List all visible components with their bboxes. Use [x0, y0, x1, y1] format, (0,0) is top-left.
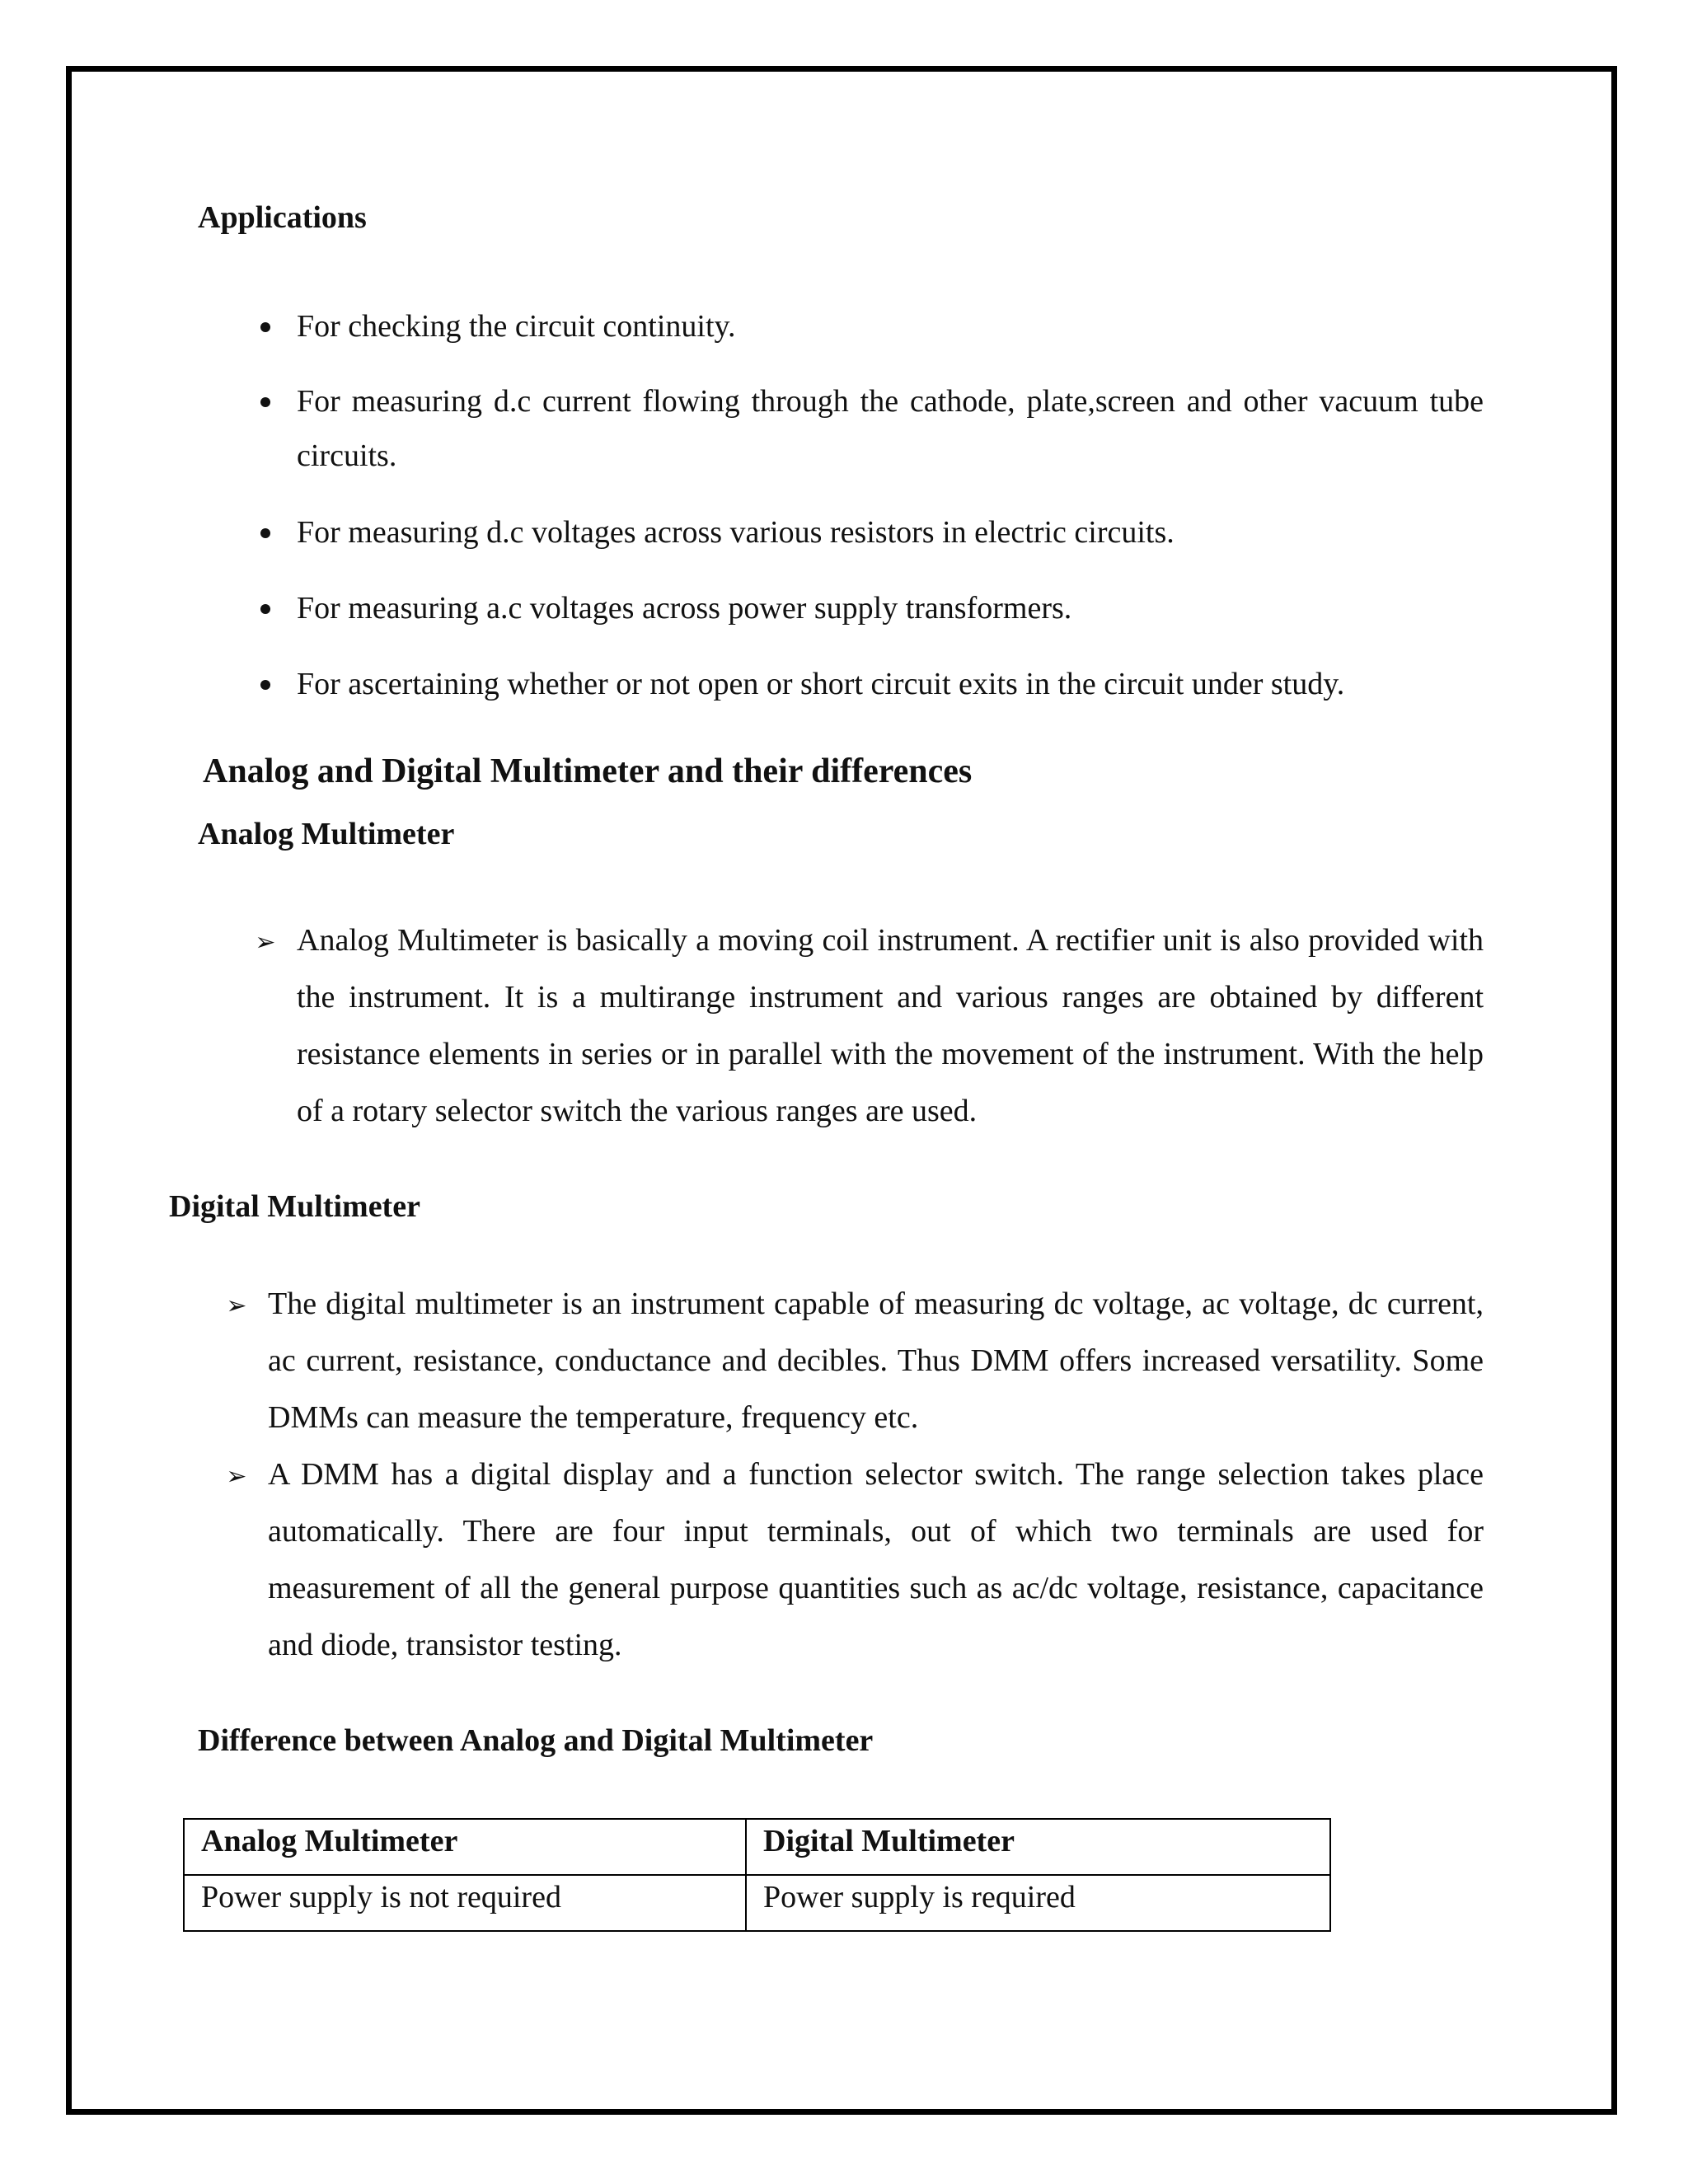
bullet-dot-icon	[249, 656, 282, 713]
bullet-dot-icon	[249, 298, 282, 355]
list-item: For checking the circuit continuity.	[297, 298, 1484, 355]
applications-heading: Applications	[198, 200, 367, 235]
arrowhead-bullet-icon: ➢	[255, 928, 276, 957]
bullet-dot-icon	[249, 580, 282, 637]
table-cell: Power supply is required	[746, 1875, 1330, 1931]
bullet-dot-icon	[249, 504, 282, 561]
digital-heading: Digital Multimeter	[169, 1189, 420, 1224]
list-item: ➢ Analog Multimeter is basically a moving coil instrument. A rectifier unit is also provided with the instrument. It is a multirange instrument and various ranges are obtained by different resistance elements in series or in parallel with the movement of the instrument. With the help of a rotary selector switch the various ranges are used.	[297, 912, 1484, 1140]
table-cell: Power supply is not required	[184, 1875, 746, 1931]
arrowhead-bullet-icon: ➢	[226, 1462, 247, 1491]
table-header-cell: Digital Multimeter	[746, 1819, 1330, 1875]
difference-table	[183, 1818, 1331, 1932]
list-item: ➢ The digital multimeter is an instrument capable of measuring dc voltage, ac voltage, dc current, ac current, resistance, conductance and decibles. Thus DMM offers increased versatility. Some DMMs can measure the temperature, frequency etc.	[268, 1276, 1484, 1446]
list-item: For measuring a.c voltages across power supply transformers.	[297, 580, 1484, 637]
bullet-dot-icon	[249, 374, 282, 429]
list-item: For ascertaining whether or not open or short circuit exits in the circuit under study.	[297, 656, 1484, 713]
table-header-cell: Analog Multimeter	[184, 1819, 746, 1875]
arrowhead-bullet-icon: ➢	[226, 1291, 247, 1320]
section-title: Analog and Digital Multimeter and their differences	[203, 752, 973, 790]
analog-heading: Analog Multimeter	[198, 817, 455, 851]
difference-heading: Difference between Analog and Digital Multimeter	[198, 1723, 874, 1758]
list-item: For measuring d.c voltages across various resistors in electric circuits.	[297, 504, 1484, 561]
table-header-row	[184, 1819, 1330, 1875]
list-item: ➢ A DMM has a digital display and a function selector switch. The range selection takes place automatically. There are four input terminals, out of which two terminals are used for measurement of all the general purpose quantities such as ac/dc voltage, resistance, capacitance and diode, transistor testing.	[268, 1446, 1484, 1674]
table-row	[184, 1875, 1330, 1931]
list-item: For measuring d.c current flowing through the cathode, plate,screen and other vacuum tube circuits.	[297, 374, 1484, 483]
